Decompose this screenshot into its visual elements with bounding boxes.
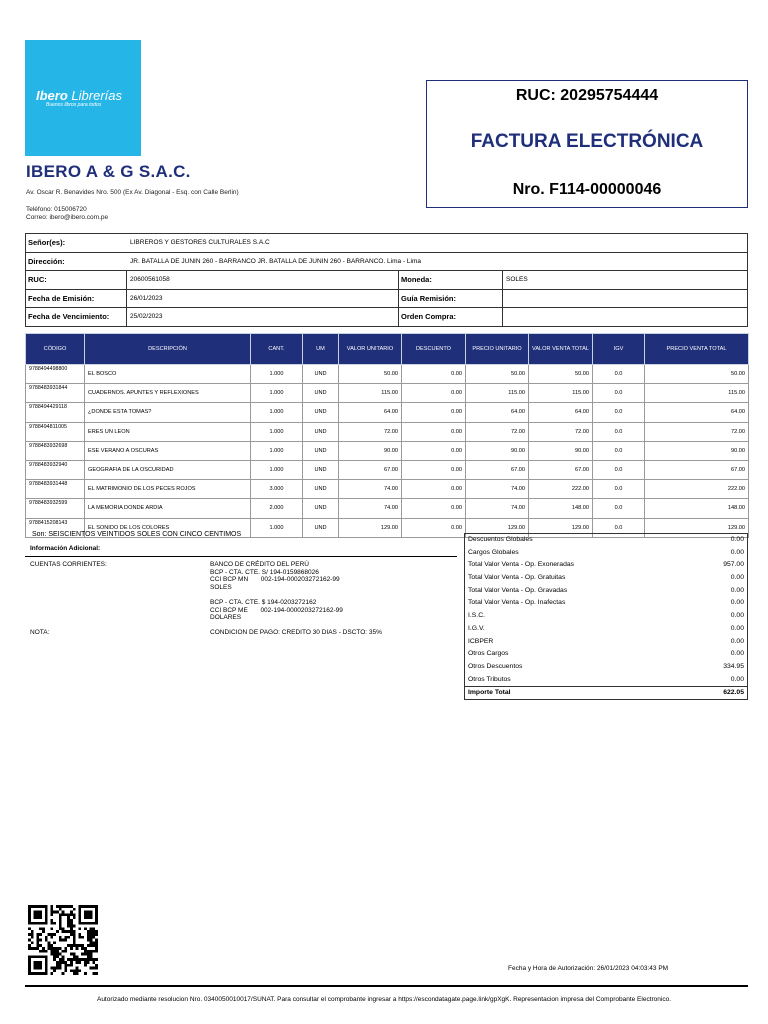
client-row-direccion — [26, 253, 747, 272]
cell-igv: 0.0 — [593, 422, 645, 441]
cell-igv: 0.0 — [593, 384, 645, 403]
cell-precio-unitario: 74.00 — [466, 480, 529, 499]
cell-descuento: 0.00 — [402, 460, 466, 479]
cell-cantidad: 2.000 — [251, 499, 303, 518]
cell-cantidad: 1.000 — [251, 365, 303, 384]
amount-in-words: Son: SEISCIENTOS VEINTIDOS SOLES CON CINCO CENTIMOS — [32, 531, 242, 538]
totals-box — [464, 533, 748, 700]
total-label: I.S.C. — [468, 612, 485, 620]
cell-um: UND — [303, 499, 339, 518]
senor-label: Señor(es): — [28, 238, 66, 247]
cell-cantidad: 1.000 — [251, 441, 303, 460]
cell-valor-unitario: 74.00 — [339, 480, 402, 499]
cell-um: UND — [303, 384, 339, 403]
bank-account-line: BCP - CTA. CTE. S/ 194-0159868026 — [210, 568, 319, 576]
cell-valor-venta-total: 129.00 — [529, 518, 593, 537]
cell-precio-venta-total: 67.00 — [645, 460, 749, 479]
total-row — [465, 547, 747, 560]
cell-valor-venta-total: 222.00 — [529, 480, 593, 499]
cell-igv: 0.0 — [593, 480, 645, 499]
client-info-grid — [25, 233, 748, 327]
cell-valor-venta-total: 67.00 — [529, 460, 593, 479]
cell-precio-venta-total: 148.00 — [645, 499, 749, 518]
cell-valor-venta-total: 115.00 — [529, 384, 593, 403]
total-value: 0.00 — [730, 586, 744, 594]
table-row — [26, 422, 749, 441]
additional-info-title: Información Adicional: — [30, 545, 101, 552]
cell-valor-unitario: 64.00 — [339, 403, 402, 422]
logo-tagline: Buenos libros para todos — [46, 102, 102, 108]
company-address: Av. Oscar R. Benavides Nro. 500 (Ex Av. Diagonal - Esq. con Calle Berlin) — [26, 189, 239, 196]
table-row — [26, 460, 749, 479]
bank-accounts — [210, 561, 343, 622]
total-row — [465, 572, 747, 585]
total-row — [465, 636, 747, 649]
client-row-senor — [26, 234, 747, 253]
cell-precio-venta-total: 64.00 — [645, 403, 749, 422]
cell-precio-unitario: 64.00 — [466, 403, 529, 422]
total-label: Otros Cargos — [468, 650, 509, 658]
cell-valor-venta-total: 64.00 — [529, 403, 593, 422]
senor-value: LIBREROS Y GESTORES CULTURALES S.A.C — [130, 239, 270, 246]
cell-um: UND — [303, 441, 339, 460]
cell-codigo: 9788494498800 — [26, 365, 85, 384]
cell-descripcion: EL BOSCO — [85, 365, 251, 384]
total-row — [465, 585, 747, 598]
cell-descuento: 0.00 — [402, 403, 466, 422]
emision-label: Fecha de Emisión: — [28, 293, 95, 303]
total-label: Total Valor Venta - Op. Gravadas — [468, 586, 568, 594]
cell-precio-unitario: 129.00 — [466, 518, 529, 537]
nota-value: CONDICION DE PAGO: CREDITO 30 DIAS - DSCTO: 35% — [210, 629, 382, 636]
cell-um: UND — [303, 518, 339, 537]
cell-precio-venta-total: 50.00 — [645, 365, 749, 384]
cell-descripcion: GEOGRAFIA DE LA OSCURIDAD — [85, 460, 251, 479]
cell-valor-unitario: 50.00 — [339, 365, 402, 384]
total-row — [465, 534, 747, 547]
importe-total-label: Importe Total — [468, 689, 511, 697]
importe-total-row — [465, 686, 747, 700]
cell-igv: 0.0 — [593, 499, 645, 518]
cell-precio-venta-total: 115.00 — [645, 384, 749, 403]
bank-account-line — [210, 591, 343, 599]
header-valor-unitario: VALOR UNITARIO — [339, 334, 402, 365]
cell-igv: 0.0 — [593, 441, 645, 460]
cell-descuento: 0.00 — [402, 480, 466, 499]
total-value: 0.00 — [730, 675, 744, 683]
header-igv: IGV — [593, 334, 645, 365]
total-value: 334.95 — [723, 662, 744, 670]
cell-descuento: 0.00 — [402, 365, 466, 384]
additional-info-divider — [25, 556, 457, 557]
total-label: I.G.V. — [468, 624, 485, 632]
total-label: Descuentos Globales — [468, 536, 533, 543]
total-label: ICBPER — [468, 637, 494, 645]
orden-label: Orden Compra: — [401, 312, 457, 322]
cell-precio-venta-total: 222.00 — [645, 480, 749, 499]
total-row — [465, 623, 747, 636]
cell-descripcion: LA MEMORIA DONDE ARDIA — [85, 499, 251, 518]
cell-descripcion: ¿DONDE ESTA TOMAS? — [85, 403, 251, 422]
cell-descuento: 0.00 — [402, 518, 466, 537]
bank-account-line: DOLARES — [210, 614, 242, 622]
cell-valor-unitario: 74.00 — [339, 499, 402, 518]
total-value: 0.00 — [730, 650, 744, 658]
cell-descripcion: EL MATRIMONIO DE LOS PECES ROJOS — [85, 480, 251, 499]
table-row — [26, 384, 749, 403]
nota-label: NOTA: — [30, 629, 50, 636]
total-row — [465, 648, 747, 661]
header-cantidad: CANT. — [251, 334, 303, 365]
header-descripcion: DESCRIPCIÓN — [85, 334, 251, 365]
client-row-vencimiento — [26, 308, 747, 326]
cell-um: UND — [303, 460, 339, 479]
table-row — [26, 403, 749, 422]
cell-descuento: 0.00 — [402, 422, 466, 441]
total-value: 0.00 — [730, 548, 744, 556]
cell-igv: 0.0 — [593, 518, 645, 537]
total-label: Cargos Globales — [468, 548, 519, 556]
cell-precio-unitario: 115.00 — [466, 384, 529, 403]
cell-precio-venta-total: 90.00 — [645, 441, 749, 460]
items-table — [25, 333, 749, 538]
client-row-ruc — [26, 271, 747, 290]
table-row — [26, 365, 749, 384]
table-row — [26, 499, 749, 518]
cell-codigo: 9788483932599 — [26, 499, 85, 518]
cell-descuento: 0.00 — [402, 441, 466, 460]
total-value: 0.00 — [730, 637, 744, 645]
cell-precio-unitario: 74.00 — [466, 499, 529, 518]
qr-code — [28, 905, 98, 975]
document-type: FACTURA ELECTRÓNICA — [470, 131, 704, 152]
direccion-label: Dirección: — [28, 256, 65, 266]
bank-account-line: BCP - CTA. CTE. $ 194-0203272162 — [210, 598, 317, 606]
cell-um: UND — [303, 365, 339, 384]
company-logo — [25, 40, 141, 156]
total-value: 957.00 — [723, 561, 744, 569]
cell-descripcion: EL SONIDO DE LOS COLORES — [85, 518, 251, 537]
total-row — [465, 674, 747, 687]
moneda-value: SOLES — [506, 276, 528, 284]
bank-account-line: BANCO DE CRÉDITO DEL PERÚ — [210, 561, 309, 568]
total-label: Total Valor Venta - Op. Gratuitas — [468, 574, 566, 582]
cell-cantidad: 3.000 — [251, 480, 303, 499]
total-label: Total Valor Venta - Op. Inafectas — [468, 599, 566, 607]
guia-label: Guía Remisión: — [401, 293, 457, 303]
cell-descripcion: ESE VERANO A OSCURAS — [85, 441, 251, 460]
total-row — [465, 661, 747, 674]
cell-cantidad: 1.000 — [251, 518, 303, 537]
cell-cantidad: 1.000 — [251, 422, 303, 441]
cell-valor-unitario: 129.00 — [339, 518, 402, 537]
moneda-label: Moneda: — [401, 275, 432, 285]
cell-descripcion: CUADERNOS. APUNTES Y REFLEXIONES — [85, 384, 251, 403]
header-precio-venta-total: PRECIO VENTA TOTAL — [645, 334, 749, 365]
table-row — [26, 480, 749, 499]
importe-total-value: 622.05 — [723, 689, 744, 697]
cell-um: UND — [303, 480, 339, 499]
cell-cantidad: 1.000 — [251, 403, 303, 422]
header-precio-unitario: PRECIO UNITARIO — [466, 334, 529, 365]
cell-precio-unitario: 72.00 — [466, 422, 529, 441]
vencimiento-label: Fecha de Vencimiento: — [28, 312, 110, 322]
table-row — [26, 441, 749, 460]
bank-account-line: SOLES — [210, 583, 232, 591]
cell-codigo: 9788483932940 — [26, 460, 85, 479]
document-number: Nro. F114-00000046 — [512, 181, 662, 198]
cell-valor-unitario: 90.00 — [339, 441, 402, 460]
logo-brand: Ibero Librerías — [36, 88, 122, 103]
vencimiento-value: 25/02/2023 — [130, 313, 163, 321]
total-row — [465, 559, 747, 572]
total-value: 0.00 — [730, 536, 744, 543]
cell-codigo: 9788483931448 — [26, 480, 85, 499]
company-email: Correo: ibero@ibero.com.pe — [26, 214, 109, 221]
cell-valor-venta-total: 50.00 — [529, 365, 593, 384]
total-label: Total Valor Venta - Op. Exoneradas — [468, 561, 575, 569]
cell-valor-venta-total: 90.00 — [529, 441, 593, 460]
cell-valor-unitario: 72.00 — [339, 422, 402, 441]
client-row-emision — [26, 290, 747, 309]
authorization-datetime: Fecha y Hora de Autorización: 26/01/2023 04:03:43 PM — [508, 965, 669, 972]
cell-um: UND — [303, 422, 339, 441]
total-row — [465, 597, 747, 610]
bank-account-line: CCI BCP ME 002-194-0000203272162-99 — [210, 606, 343, 614]
cell-codigo: 9788483932698 — [26, 441, 85, 460]
cell-codigo: 9788415208143 — [26, 518, 85, 537]
cell-descripcion: ERES UN LEON — [85, 422, 251, 441]
items-header-row — [26, 334, 749, 365]
footer-note: Autorizado mediante resolucion Nro. 0340050010017/SUNAT. Para consultar el comprobante ingresar a https://escondatagate.page.link/gpXgK. Representacion impresa del Comprobante Electronico. — [96, 996, 672, 1003]
cell-precio-venta-total: 72.00 — [645, 422, 749, 441]
company-phone: Teléfono: 015006720 — [26, 206, 87, 213]
cell-codigo: 9788494429118 — [26, 403, 85, 422]
cell-precio-unitario: 50.00 — [466, 365, 529, 384]
cell-igv: 0.0 — [593, 460, 645, 479]
emision-value: 26/01/2023 — [130, 294, 163, 302]
direccion-value: JR. BATALLA DE JUNIN 260 - BARRANCO JR. BATALLA DE JUNIN 260 - BARRANCO. Lima - Lima — [130, 257, 422, 265]
total-label: Otros Tributos — [468, 675, 511, 683]
cell-codigo: 9788483931844 — [26, 384, 85, 403]
header-valor-venta-total: VALOR VENTA TOTAL — [529, 334, 593, 365]
cell-valor-unitario: 115.00 — [339, 384, 402, 403]
footer-divider — [25, 985, 748, 987]
header-um: UM — [303, 334, 339, 365]
cell-um: UND — [303, 403, 339, 422]
ruc-label: RUC: — [28, 275, 47, 285]
ruc-value: 20600561058 — [130, 276, 170, 284]
cell-valor-unitario: 67.00 — [339, 460, 402, 479]
document-header-box — [426, 80, 748, 208]
total-value: 0.00 — [730, 599, 744, 607]
cell-precio-unitario: 90.00 — [466, 441, 529, 460]
cell-valor-venta-total: 148.00 — [529, 499, 593, 518]
header-descuento: DESCUENTO — [402, 334, 466, 365]
cell-igv: 0.0 — [593, 403, 645, 422]
cell-descuento: 0.00 — [402, 499, 466, 518]
cell-precio-unitario: 67.00 — [466, 460, 529, 479]
company-name: IBERO A & G S.A.C. — [26, 162, 191, 181]
cell-descuento: 0.00 — [402, 384, 466, 403]
total-value: 0.00 — [730, 624, 744, 632]
cell-igv: 0.0 — [593, 365, 645, 384]
cell-cantidad: 1.000 — [251, 384, 303, 403]
header-codigo: CÓDIGO — [26, 334, 85, 365]
bank-account-line: CCI BCP MN 002-194-000203272162-99 — [210, 576, 340, 584]
total-value: 0.00 — [730, 612, 744, 620]
cell-precio-venta-total: 129.00 — [645, 518, 749, 537]
cuentas-label: CUENTAS CORRIENTES: — [30, 561, 107, 568]
cell-cantidad: 1.000 — [251, 460, 303, 479]
cell-valor-venta-total: 72.00 — [529, 422, 593, 441]
cell-codigo: 9788494811005 — [26, 422, 85, 441]
total-row — [465, 610, 747, 623]
total-label: Otros Descuentos — [468, 662, 523, 670]
total-value: 0.00 — [730, 574, 744, 582]
issuer-ruc: RUC: 20295754444 — [515, 87, 659, 104]
